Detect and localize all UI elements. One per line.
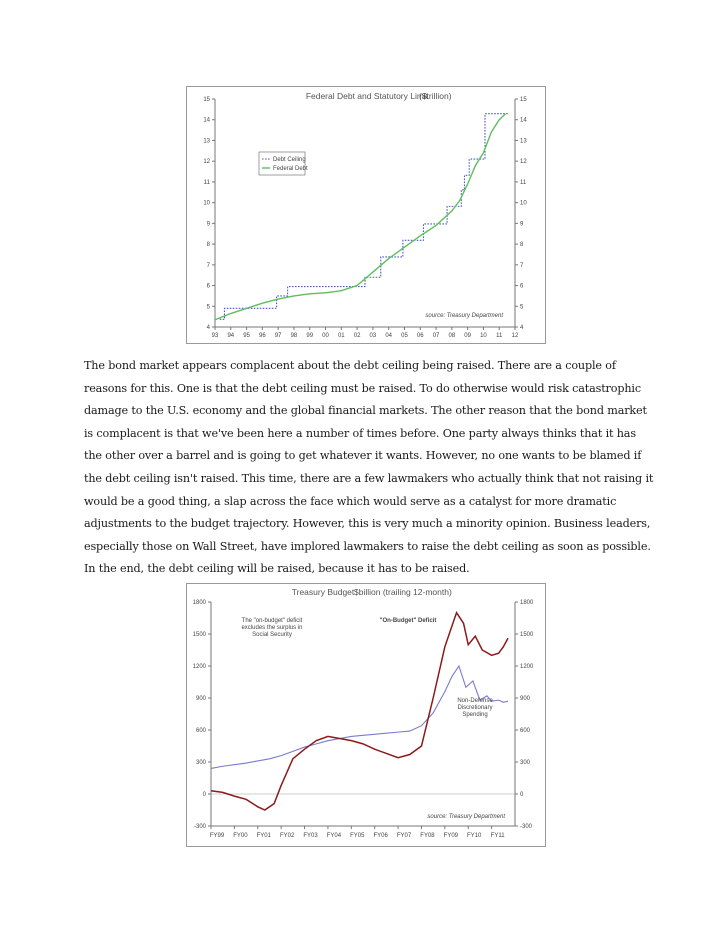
y-tick-label-right: 300 [520, 760, 531, 766]
y-tick-label: 300 [195, 760, 206, 766]
chart-title: Federal Debt and Statutory Limit [305, 91, 429, 101]
nondefense-spending-label-line: Discretionary [457, 705, 493, 711]
body-paragraph: The bond market appears complacent about the debt ceiling being raised. There are a couple of reasons for this. One is that the debt ceiling must be raised. To do otherwise would risk catastrophic damage to the U.S. economy and the global financial markets. The other reason that the bond market is complacent is that we've been here a number of times before. One party always thinks that it has the other over a barrel and is going to get whatever it wants. However, no one wants to be blamed if the debt ceiling isn't raised. This time, there are a few lawmakers who actually think that not raising it would be a good thing, a slap across the face which would serve as a catalyst for more dramatic adjustments to the budget trajectory. However, this is very much a minority opinion. Business leaders, especially those on Wall Street, have implored lawmakers to raise the debt ceiling as soon as possible. In the end, the debt ceiling will be raised, because it has to be raised. [84, 359, 654, 576]
y-tick-label-right: 8 [520, 242, 524, 249]
x-tick-label: FY11 [490, 833, 505, 839]
x-tick-label: 03 [369, 333, 377, 339]
x-tick-label: 10 [480, 333, 487, 339]
x-tick-label: FY08 [420, 833, 435, 839]
federal-debt-line [215, 114, 506, 320]
y-tick-label-right: -300 [520, 824, 533, 830]
on-budget-deficit-label: "On-Budget" Deficit [379, 618, 437, 624]
y-tick-label: 0 [202, 792, 206, 798]
nondefense-spending-label-line: Non-Defense [457, 698, 493, 704]
chart-title-unit: $billion (trailing 12-month) [354, 587, 452, 597]
x-tick-label: 01 [337, 333, 345, 339]
x-tick-label: FY06 [373, 833, 388, 839]
x-tick-label: 06 [416, 333, 424, 339]
y-tick-label-right: 7 [520, 262, 524, 269]
y-tick-label: 900 [195, 696, 206, 702]
x-tick-label: 09 [464, 333, 471, 339]
chart-source: source: Treasury Department [427, 814, 505, 820]
y-tick-label-right: 1500 [520, 632, 534, 638]
y-tick-label-right: 14 [520, 117, 527, 124]
y-tick-label-right: 13 [520, 138, 527, 145]
treasury-budget-chart-svg [187, 584, 545, 846]
x-tick-label: 96 [259, 333, 266, 339]
y-tick-label-right: 6 [520, 283, 524, 290]
nondefense-spending-label-line: Spending [462, 712, 488, 718]
y-tick-label: 1200 [192, 664, 206, 670]
y-tick-label-right: 600 [520, 728, 531, 734]
legend-label-debt-ceiling: Debt Ceiling [273, 157, 306, 163]
y-tick-label-right: 9 [520, 221, 524, 228]
y-tick-label-right: 1200 [520, 664, 534, 670]
x-tick-label: 99 [306, 333, 314, 339]
x-tick-label: FY04 [326, 833, 342, 839]
y-tick-label: 1800 [192, 600, 206, 606]
x-tick-label: 02 [353, 333, 361, 339]
y-tick-label: 14 [203, 117, 210, 124]
x-tick-label: 12 [511, 333, 519, 339]
y-tick-label: 1500 [192, 632, 206, 638]
x-tick-label: FY99 [209, 833, 225, 839]
y-tick-label: 8 [206, 242, 210, 249]
chart-title-unit: ($trillion) [419, 91, 452, 101]
x-tick-label: 94 [227, 333, 235, 339]
x-tick-label: 11 [496, 333, 503, 339]
x-tick-label: FY00 [233, 833, 248, 839]
y-tick-label: 13 [203, 138, 210, 145]
x-tick-label: 00 [322, 333, 329, 339]
y-tick-label: 11 [203, 179, 210, 186]
y-tick-label-right: 1800 [520, 600, 534, 606]
y-tick-label-right: 10 [520, 200, 527, 207]
x-tick-label: FY09 [443, 833, 459, 839]
debt-ceiling-line [220, 114, 509, 320]
y-tick-label-right: 11 [520, 179, 527, 186]
chart-federal-debt [186, 86, 546, 344]
x-tick-label: FY07 [396, 833, 412, 839]
chart-source: source: Treasury Department [425, 313, 503, 319]
y-tick-label: 9 [206, 221, 210, 228]
federal-debt-chart-svg [187, 87, 545, 343]
y-tick-label: 4 [206, 325, 210, 331]
y-tick-label-right: 0 [520, 792, 524, 798]
y-tick-label-right: 15 [520, 97, 527, 103]
on-budget-note-line: The "on-budget" deficit [241, 618, 303, 624]
y-tick-label-right: 5 [520, 304, 524, 311]
y-tick-label: -300 [193, 824, 206, 830]
y-tick-label: 12 [203, 159, 210, 166]
x-tick-label: 93 [211, 333, 219, 339]
x-tick-label: FY02 [279, 833, 295, 839]
legend-label-federal-debt: Federal Debt [273, 166, 308, 172]
x-tick-label: 05 [401, 333, 408, 339]
y-tick-label-right: 4 [520, 325, 524, 331]
y-tick-label: 5 [206, 304, 210, 311]
chart-title: Treasury Budget [291, 587, 355, 597]
on-budget-note-line: excludes the surplus in [241, 625, 303, 631]
x-tick-label: FY05 [350, 833, 365, 839]
y-tick-label: 600 [195, 728, 206, 734]
y-tick-label-right: 12 [520, 159, 527, 166]
x-tick-label: 07 [432, 333, 440, 339]
y-tick-label: 7 [206, 262, 210, 269]
on-budget-note-line: Social Security [252, 632, 292, 638]
x-tick-label: 08 [448, 333, 456, 339]
x-tick-label: 04 [385, 333, 393, 339]
x-tick-label: 95 [243, 333, 250, 339]
chart-treasury-budget [186, 583, 546, 847]
y-tick-label: 15 [203, 97, 210, 103]
x-tick-label: 97 [274, 333, 282, 339]
y-tick-label-right: 900 [520, 696, 531, 702]
x-tick-label: FY01 [256, 833, 271, 839]
x-tick-label: 98 [290, 333, 298, 339]
x-tick-label: FY03 [303, 833, 318, 839]
x-tick-label: FY10 [467, 833, 482, 839]
y-tick-label: 10 [203, 200, 210, 207]
y-tick-label: 6 [206, 283, 210, 290]
